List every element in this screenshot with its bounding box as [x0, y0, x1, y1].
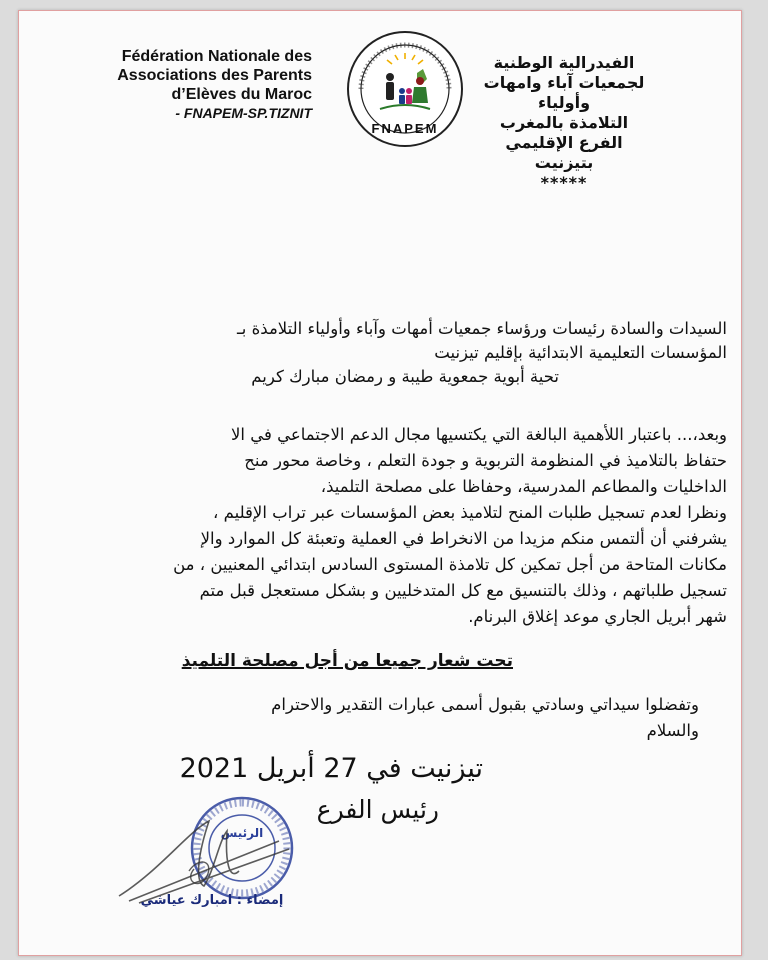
ar-line-2: لجمعيات آباء وامهات وأولياء — [483, 73, 645, 112]
stamp-center-text: الرئيس — [220, 826, 264, 840]
body-line-8: شهر أبريل الجاري موعد إغلاق البرنام. — [468, 607, 727, 626]
letter-date: تيزنيت في 27 أبريل 2021 — [179, 753, 483, 784]
slogan: تحت شعار جميعا من أجل مصلحة التلميذ — [181, 651, 513, 671]
fnapem-logo — [345, 29, 465, 149]
fr-line-1: Fédération Nationale des — [121, 48, 312, 65]
body-line-2: حتفاظ بالتلاميذ في المنظومة التربوية و جودة التعلم ، وخاصة محور منح — [244, 451, 727, 470]
body-line-6: مكانات المتاحة من أجل تمكين كل تلامذة المستوى السادس ابتدائي المعنيين ، من — [173, 555, 727, 574]
ar-line-1: الفيدرالية الوطنية — [493, 53, 635, 72]
logo-text: FNAPEM — [371, 121, 439, 136]
arabic-letterhead — [474, 53, 654, 193]
closing-line-1: وتفضلوا سيداتي وسادتي بقبول أسمى عبارات التقدير والاحترام — [271, 695, 699, 714]
fr-line-4: - FNAPEM-SP.TIZNIT — [175, 105, 312, 121]
body-line-4: ونظرا لعدم تسجيل طلبات المنح لتلاميذ بعض المؤسسات عبر تراب الإقليم ، — [213, 503, 727, 522]
letter-page — [18, 10, 742, 956]
ar-stars: ***** — [540, 173, 588, 192]
ar-line-3: التلامذة بالمغرب — [499, 113, 629, 132]
greeting: تحية أبوية جمعوية طيبة و رمضان مبارك كريم — [251, 367, 559, 386]
signatory-role: رئيس الفرع — [316, 795, 439, 824]
ar-line-4: الفرع الإقليمي بتيزنيت — [505, 133, 623, 172]
french-letterhead — [97, 47, 312, 123]
body-line-3: الداخليات والمطاعم المدرسية، وحفاظا على مصلحة التلميذ، — [320, 477, 727, 496]
fr-line-2: Associations des Parents — [117, 67, 312, 84]
body-line-5: يشرفني أن ألتمس منكم مزيدا من الانخراط في العملية وتعبئة كل الموارد والإ — [200, 529, 727, 548]
body-line-7: تسجيل طلباتهم ، وذلك بالتنسيق مع كل المتدخليين و بشكل مستعجل قبل متم — [199, 581, 727, 600]
signatory-name: إمضاء : امبارك عياشي — [140, 893, 284, 908]
address-line-1: السيدات والسادة رئيسات ورؤساء جمعيات أمهات وآباء وأولياء التلامذة بـ — [236, 319, 727, 338]
body-line-1: وبعد،... باعتبار اللأهمية البالغة التي يكتسيها مجال الدعم الاجتماعي في الا — [230, 425, 727, 444]
closing-line-2: والسلام — [646, 721, 699, 740]
fr-line-3: d’Elèves du Maroc — [171, 86, 312, 103]
address-line-2: المؤسسات التعليمية الابتدائية بإقليم تيزنيت — [434, 343, 727, 362]
